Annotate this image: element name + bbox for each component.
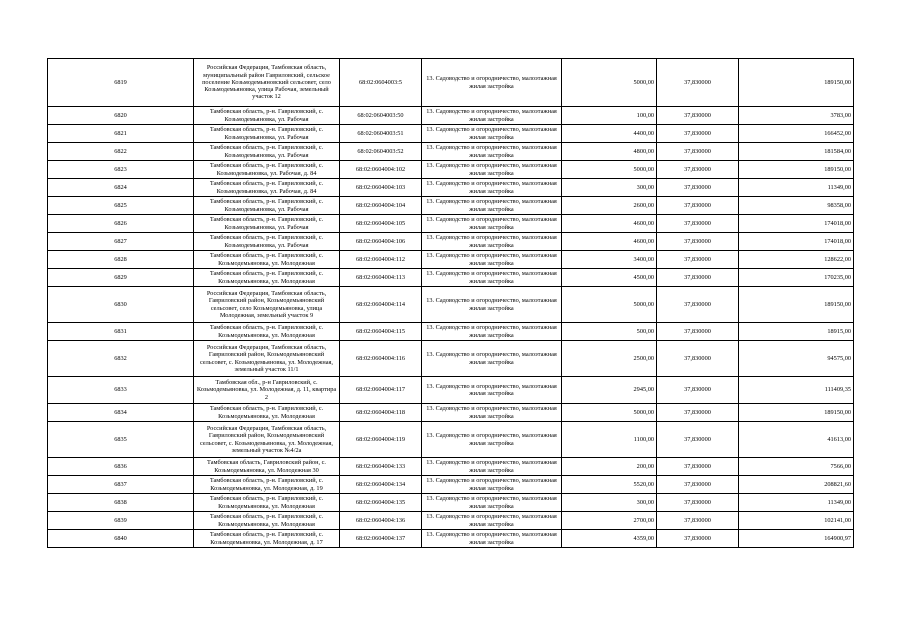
table-row [48,161,854,179]
rate-cell: 37,830000 [657,143,739,161]
table-row [48,341,854,377]
address-cell: Российская Федерация, Тамбовская область, муниципальный район Гавриловский, сельское поселение Козьмодемьяновский сельсовет, село Козьмодемьяновка, улица Рабочая, земельный участок 12 [194,59,340,107]
cadastral-value-cell: 189150,00 [739,287,854,323]
cadastral-number-cell: 68:02:0604004:104 [340,197,422,215]
area-cell: 2945,00 [562,377,657,404]
record-number: 6837 [48,476,194,494]
cadastral-value-cell: 128622,00 [739,251,854,269]
table-row [48,197,854,215]
address-cell: Тамбовская область, р-н. Гавриловский, с. Козьмодемьяновка, ул. Молодежная, д. 17 [194,530,340,548]
cadastral-number-cell: 68:02:0604004:117 [340,377,422,404]
table-row [48,59,854,107]
address-cell: Тамбовская область, р-н. Гавриловский, с. Козьмодемьяновка, ул. Молодежная [194,512,340,530]
area-cell: 4800,00 [562,143,657,161]
table-row [48,422,854,458]
address-cell: Российская Федерация, Тамбовская область, Гавриловский район, Козьмодемьяновский сельсовет, село Козьмодемьяновка, улица Молодежная, земельный участок 9 [194,287,340,323]
area-cell: 300,00 [562,494,657,512]
address-cell: Тамбовская область, р-н. Гавриловский, с. Козьмодемьяновка, ул. Рабочая [194,107,340,125]
cadastral-number-cell: 68:02:0604004:112 [340,251,422,269]
rate-cell: 37,830000 [657,530,739,548]
area-cell: 4400,00 [562,125,657,143]
cadastral-number-cell: 68:02:0604004:119 [340,422,422,458]
cadastral-value-cell: 181584,00 [739,143,854,161]
area-cell: 4500,00 [562,269,657,287]
cadastral-value-cell: 164900,97 [739,530,854,548]
cadastral-number-cell: 68:02:0604004:115 [340,323,422,341]
rate-cell: 37,830000 [657,197,739,215]
rate-cell: 37,830000 [657,161,739,179]
land-use-cell: 13. Садоводство и огородничество, малоэтажная жилая застройка [422,269,562,287]
record-number: 6834 [48,404,194,422]
address-cell: Тамбовская область, р-н. Гавриловский, с. Козьмодемьяновка, ул. Молодежная [194,269,340,287]
land-use-cell: 13. Садоводство и огородничество, малоэтажная жилая застройка [422,530,562,548]
cadastral-number-cell: 68:02:0604004:113 [340,269,422,287]
area-cell: 5000,00 [562,287,657,323]
area-cell: 200,00 [562,458,657,476]
table-body [48,59,854,548]
land-use-cell: 13. Садоводство и огородничество, малоэтажная жилая застройка [422,125,562,143]
area-cell: 1100,00 [562,422,657,458]
cadastral-value-cell: 174018,00 [739,215,854,233]
record-number: 6840 [48,530,194,548]
cadastral-value-cell: 3783,00 [739,107,854,125]
address-cell: Тамбовская обл., р-н Гавриловский, с. Козьмодемьяновка, ул. Молодежная, д. 11, квартира 2 [194,377,340,404]
cadastral-number-cell: 68:02:0604004:136 [340,512,422,530]
land-use-cell: 13. Садоводство и огородничество, малоэтажная жилая застройка [422,458,562,476]
rate-cell: 37,830000 [657,287,739,323]
cadastral-number-cell: 68:02:0604003:5 [340,59,422,107]
rate-cell: 37,830000 [657,512,739,530]
address-cell: Тамбовская область, р-н. Гавриловский, с. Козьмодемьяновка, ул. Рабочая [194,143,340,161]
cadastral-value-cell: 7566,00 [739,458,854,476]
rate-cell: 37,830000 [657,59,739,107]
table-row [48,143,854,161]
table-row [48,512,854,530]
table-row [48,476,854,494]
cadastral-number-cell: 68:02:0604004:133 [340,458,422,476]
table-row [48,404,854,422]
table-row [48,233,854,251]
record-number: 6826 [48,215,194,233]
cadastral-number-cell: 68:02:0604004:135 [340,494,422,512]
land-use-cell: 13. Садоводство и огородничество, малоэтажная жилая застройка [422,233,562,251]
rate-cell: 37,830000 [657,215,739,233]
record-number: 6835 [48,422,194,458]
address-cell: Тамбовская область, р-н. Гавриловский, с. Козьмодемьяновка, ул. Молодежная [194,494,340,512]
record-number: 6822 [48,143,194,161]
table-row [48,269,854,287]
area-cell: 5000,00 [562,404,657,422]
cadastral-value-cell: 98358,00 [739,197,854,215]
cadastral-value-cell: 18915,00 [739,323,854,341]
table-row [48,287,854,323]
address-cell: Тамбовская область, р-н. Гавриловский, с. Козьмодемьяновка, ул. Рабочая [194,125,340,143]
cadastral-number-cell: 68:02:0604004:106 [340,233,422,251]
rate-cell: 37,830000 [657,341,739,377]
land-use-cell: 13. Садоводство и огородничество, малоэтажная жилая застройка [422,215,562,233]
area-cell: 5000,00 [562,59,657,107]
cadastral-value-cell: 102141,00 [739,512,854,530]
cadastral-value-cell: 166452,00 [739,125,854,143]
cadastral-number-cell: 68:02:0604003:52 [340,143,422,161]
record-number: 6836 [48,458,194,476]
land-use-cell: 13. Садоводство и огородничество, малоэтажная жилая застройка [422,107,562,125]
land-use-cell: 13. Садоводство и огородничество, малоэтажная жилая застройка [422,341,562,377]
table-row [48,377,854,404]
cadastral-value-cell: 11349,00 [739,494,854,512]
table-row [48,179,854,197]
area-cell: 2700,00 [562,512,657,530]
table-row [48,530,854,548]
record-number: 6828 [48,251,194,269]
table-row [48,494,854,512]
record-number: 6827 [48,233,194,251]
land-use-cell: 13. Садоводство и огородничество, малоэтажная жилая застройка [422,512,562,530]
cadastral-value-cell: 189150,00 [739,404,854,422]
area-cell: 4600,00 [562,233,657,251]
record-number: 6831 [48,323,194,341]
land-use-cell: 13. Садоводство и огородничество, малоэтажная жилая застройка [422,323,562,341]
rate-cell: 37,830000 [657,476,739,494]
area-cell: 2600,00 [562,197,657,215]
land-use-cell: 13. Садоводство и огородничество, малоэтажная жилая застройка [422,476,562,494]
table-row [48,125,854,143]
record-number: 6833 [48,377,194,404]
cadastral-number-cell: 68:02:0604004:118 [340,404,422,422]
record-number: 6832 [48,341,194,377]
area-cell: 5520,00 [562,476,657,494]
cadastral-number-cell: 68:02:0604004:134 [340,476,422,494]
rate-cell: 37,830000 [657,377,739,404]
land-use-cell: 13. Садоводство и огородничество, малоэтажная жилая застройка [422,197,562,215]
record-number: 6819 [48,59,194,107]
table-row [48,323,854,341]
land-use-cell: 13. Садоводство и огородничество, малоэтажная жилая застройка [422,404,562,422]
record-number: 6824 [48,179,194,197]
area-cell: 3400,00 [562,251,657,269]
record-number: 6829 [48,269,194,287]
cadastral-number-cell: 68:02:0604004:137 [340,530,422,548]
cadastral-value-cell: 111409,35 [739,377,854,404]
rate-cell: 37,830000 [657,404,739,422]
rate-cell: 37,830000 [657,422,739,458]
land-use-cell: 13. Садоводство и огородничество, малоэтажная жилая застройка [422,494,562,512]
land-use-cell: 13. Садоводство и огородничество, малоэтажная жилая застройка [422,143,562,161]
record-number: 6821 [48,125,194,143]
record-number: 6839 [48,512,194,530]
address-cell: Российская Федерация, Тамбовская область, Гавриловский район, Козьмодемьяновский сельсовет, с. Козьмодемьяновка, ул. Молодежная, земельный участок 11/1 [194,341,340,377]
record-number: 6830 [48,287,194,323]
cadastral-value-cell: 208821,60 [739,476,854,494]
rate-cell: 37,830000 [657,179,739,197]
address-cell: Тамбовская область, р-н. Гавриловский, с. Козьмодемьяновка, ул. Молодежная [194,251,340,269]
cadastral-number-cell: 68:02:0604003:51 [340,125,422,143]
record-number: 6838 [48,494,194,512]
address-cell: Тамбовская область, р-н. Гавриловский, с. Козьмодемьяновка, ул. Рабочая, д. 84 [194,179,340,197]
area-cell: 5000,00 [562,161,657,179]
cadastral-number-cell: 68:02:0604004:116 [340,341,422,377]
address-cell: Тамбовская область, р-н. Гавриловский, с. Козьмодемьяновка, ул. Рабочая [194,233,340,251]
cadastral-value-table [47,58,854,548]
address-cell: Тамбовская область, р-н. Гавриловский, с. Козьмодемьяновка, ул. Рабочая [194,197,340,215]
cadastral-value-cell: 189150,00 [739,161,854,179]
cadastral-number-cell: 68:02:0604004:102 [340,161,422,179]
table-row [48,251,854,269]
address-cell: Российская Федерация, Тамбовская область, Гавриловский район, Козьмодемьяновский сельсовет, с. Козьмодемьяновка, ул. Молодежная, земельный участок №4/2а [194,422,340,458]
cadastral-number-cell: 68:02:0604004:103 [340,179,422,197]
address-cell: Тамбовская область, р-н. Гавриловский, с. Козьмодемьяновка, ул. Рабочая [194,215,340,233]
cadastral-value-cell: 94575,00 [739,341,854,377]
record-number: 6825 [48,197,194,215]
address-cell: Тамбовская область, р-н. Гавриловский, с. Козьмодемьяновка, ул. Молодежная [194,323,340,341]
land-use-cell: 13. Садоводство и огородничество, малоэтажная жилая застройка [422,179,562,197]
cadastral-value-cell: 189150,00 [739,59,854,107]
rate-cell: 37,830000 [657,323,739,341]
cadastral-value-cell: 11349,00 [739,179,854,197]
cadastral-number-cell: 68:02:0604004:114 [340,287,422,323]
land-use-cell: 13. Садоводство и огородничество, малоэтажная жилая застройка [422,422,562,458]
cadastral-value-cell: 170235,00 [739,269,854,287]
area-cell: 300,00 [562,179,657,197]
area-cell: 500,00 [562,323,657,341]
area-cell: 4359,00 [562,530,657,548]
cadastral-value-cell: 174018,00 [739,233,854,251]
rate-cell: 37,830000 [657,269,739,287]
cadastral-number-cell: 68:02:0604003:50 [340,107,422,125]
address-cell: Тамбовская область, р-н. Гавриловский, с. Козьмодемьяновка, ул. Молодежная [194,404,340,422]
table-row [48,458,854,476]
rate-cell: 37,830000 [657,107,739,125]
table-row [48,107,854,125]
record-number: 6823 [48,161,194,179]
cadastral-value-cell: 41613,00 [739,422,854,458]
land-use-cell: 13. Садоводство и огородничество, малоэтажная жилая застройка [422,287,562,323]
cadastral-number-cell: 68:02:0604004:105 [340,215,422,233]
land-use-cell: 13. Садоводство и огородничество, малоэтажная жилая застройка [422,251,562,269]
land-use-cell: 13. Садоводство и огородничество, малоэтажная жилая застройка [422,377,562,404]
address-cell: Тамбовская область, р-н. Гавриловский, с. Козьмодемьяновка, ул. Рабочая, д. 84 [194,161,340,179]
rate-cell: 37,830000 [657,494,739,512]
address-cell: Тамбовская область, Гавриловский район, с. Козьмодемьяновка, ул. Молодежная 30 [194,458,340,476]
area-cell: 100,00 [562,107,657,125]
address-cell: Тамбовская область, р-н. Гавриловский, с. Козьмодемьяновка, ул. Молодежная, д. 19 [194,476,340,494]
area-cell: 2500,00 [562,341,657,377]
area-cell: 4600,00 [562,215,657,233]
record-number: 6820 [48,107,194,125]
table-row [48,215,854,233]
rate-cell: 37,830000 [657,251,739,269]
rate-cell: 37,830000 [657,458,739,476]
land-use-cell: 13. Садоводство и огородничество, малоэтажная жилая застройка [422,59,562,107]
land-use-cell: 13. Садоводство и огородничество, малоэтажная жилая застройка [422,161,562,179]
rate-cell: 37,830000 [657,233,739,251]
rate-cell: 37,830000 [657,125,739,143]
